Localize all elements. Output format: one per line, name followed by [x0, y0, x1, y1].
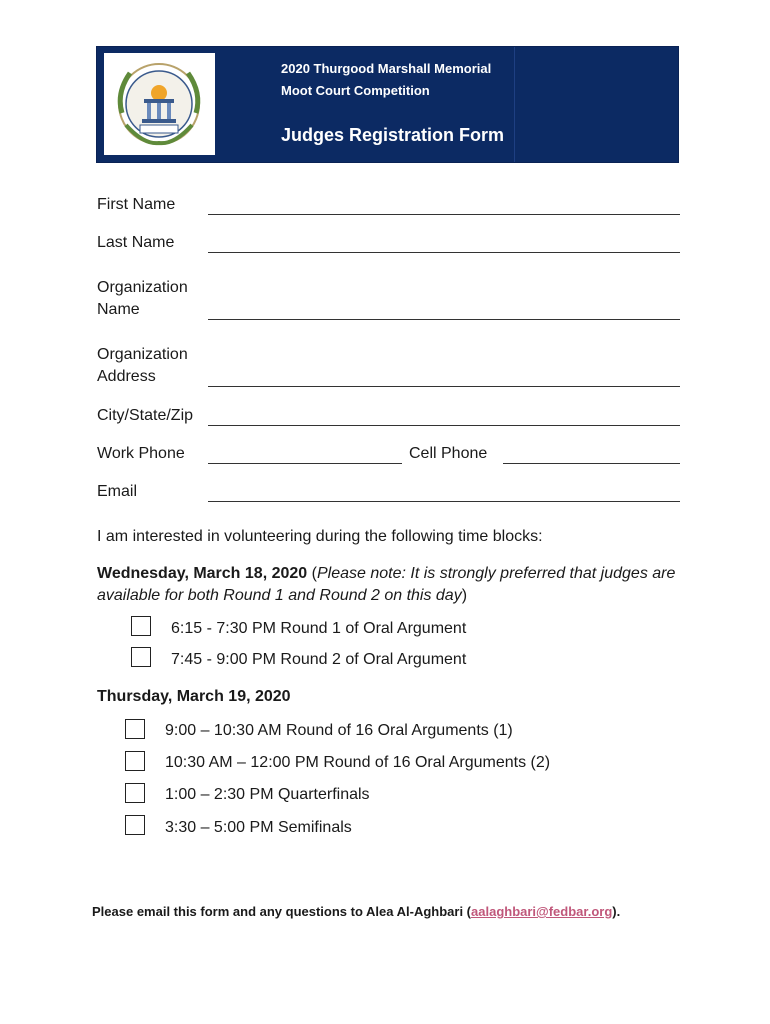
header-banner [96, 46, 679, 163]
header-divider [514, 47, 515, 162]
work-phone-label: Work Phone [97, 445, 185, 462]
organization-name-label-1: Organization [97, 279, 188, 296]
email-field[interactable] [208, 501, 680, 502]
contact-email-link[interactable]: aalaghbari@fedbar.org [471, 904, 613, 919]
last-name-field[interactable] [208, 252, 680, 253]
wednesday-note-open: ( [307, 565, 317, 582]
quarterfinals-option: 1:00 – 2:30 PM Quarterfinals [165, 786, 370, 803]
semifinals-checkbox[interactable] [125, 815, 145, 835]
thursday-heading: Thursday, March 19, 2020 [97, 688, 291, 705]
round-2-option: 7:45 - 9:00 PM Round 2 of Oral Argument [171, 651, 467, 668]
first-name-field[interactable] [208, 214, 680, 215]
round-of-16-a-checkbox[interactable] [125, 719, 145, 739]
wednesday-block [97, 563, 687, 607]
round-2-checkbox[interactable] [131, 647, 151, 667]
organization-name-field[interactable] [208, 319, 680, 320]
competition-year-line: 2020 Thurgood Marshall Memorial [281, 61, 492, 76]
organization-address-label-2: Address [97, 368, 156, 385]
cell-phone-field[interactable] [503, 463, 680, 464]
footer-text: Please email this form and any questions to Alea Al-Aghbari ( [92, 904, 472, 919]
work-phone-field[interactable] [208, 463, 402, 464]
wednesday-heading: Wednesday, March 18, 2020 [97, 565, 308, 582]
round-1-checkbox[interactable] [131, 616, 151, 636]
contact-footer [92, 904, 620, 919]
cell-phone-label: Cell Phone [409, 445, 488, 462]
footer-end: ). [612, 904, 621, 919]
city-state-zip-field[interactable] [208, 425, 680, 426]
city-state-zip-label: City/State/Zip [97, 407, 194, 424]
round-of-16-a-option: 9:00 – 10:30 AM Round of 16 Oral Arguments (1) [165, 722, 513, 739]
competition-name-line: Moot Court Competition [281, 83, 430, 98]
round-1-option: 6:15 - 7:30 PM Round 1 of Oral Argument [171, 620, 467, 637]
email-label: Email [97, 483, 138, 500]
wednesday-note-close: ) [461, 587, 468, 604]
court-seal-icon [104, 53, 215, 155]
round-of-16-b-option: 10:30 AM – 12:00 PM Round of 16 Oral Arguments (2) [165, 754, 551, 771]
organization-address-field[interactable] [208, 386, 680, 387]
first-name-label: First Name [97, 196, 176, 213]
volunteer-intro: I am interested in volunteering during the following time blocks: [97, 528, 543, 545]
last-name-label: Last Name [97, 234, 175, 251]
form-title: Judges Registration Form [281, 125, 505, 145]
organization-address-label-1: Organization [97, 346, 188, 363]
round-of-16-b-checkbox[interactable] [125, 751, 145, 771]
wednesday-note: Please note: It is strongly preferred that judges are available for both Round 1 and Round 2 on this day [97, 565, 676, 604]
quarterfinals-checkbox[interactable] [125, 783, 145, 803]
semifinals-option: 3:30 – 5:00 PM Semifinals [165, 819, 352, 836]
organization-name-label-2: Name [97, 301, 140, 318]
